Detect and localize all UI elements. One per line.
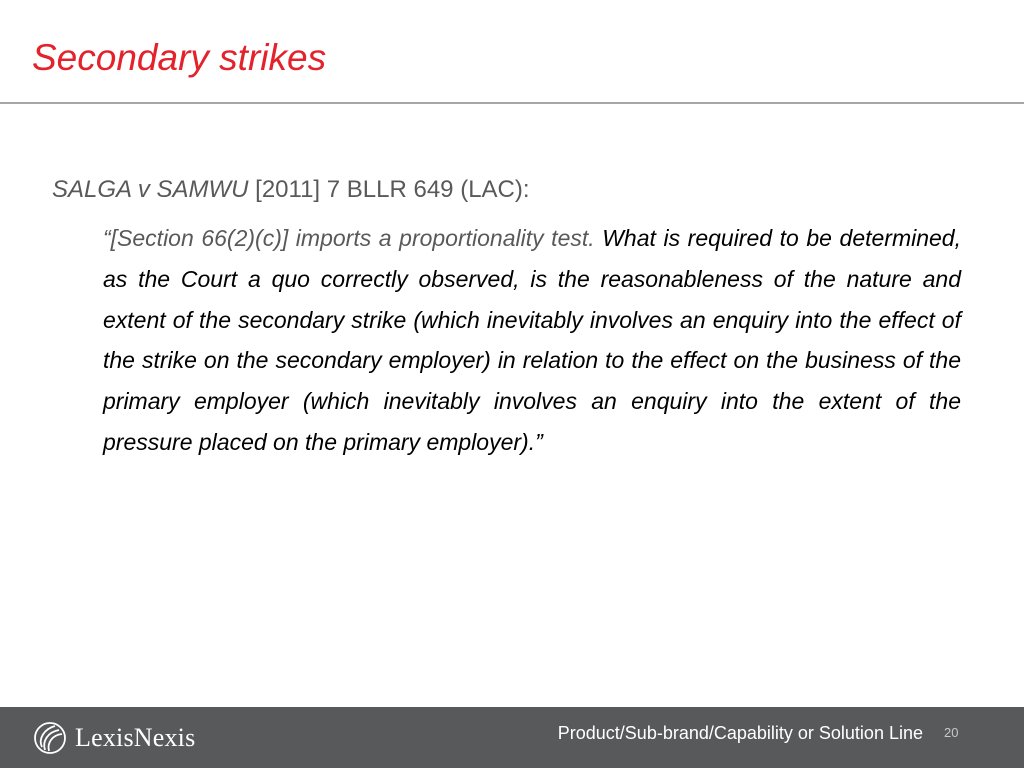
page-number: 20 [944, 725, 959, 740]
quote-intro: “[Section 66(2)(c)] imports a proportionality test. [103, 225, 595, 251]
title-divider [0, 102, 1024, 104]
quote-body: What is required to be determined, as the Court a quo correctly observed, is the reasonableness of the nature and extent of the secondary strike (which inevitably involves an enquiry into the effect of the strike on the secondary employer) in relation to the effect on the business of the primary employer (which inevitably involves an enquiry into the extent of the pressure placed on the primary employer).” [103, 225, 961, 455]
case-citation: [2011] 7 BLLR 649 (LAC): [248, 176, 530, 203]
lexisnexis-knot-icon [33, 720, 67, 756]
case-quote [103, 218, 961, 463]
logo-wordmark: LexisNexis [75, 723, 196, 752]
lexisnexis-logo [33, 720, 195, 756]
case-reference [52, 170, 530, 210]
slide-title: Secondary strikes [32, 37, 327, 78]
product-line-text: Product/Sub-brand/Capability or Solution Line [557, 723, 923, 743]
case-name: SALGA v SAMWU [52, 176, 249, 203]
